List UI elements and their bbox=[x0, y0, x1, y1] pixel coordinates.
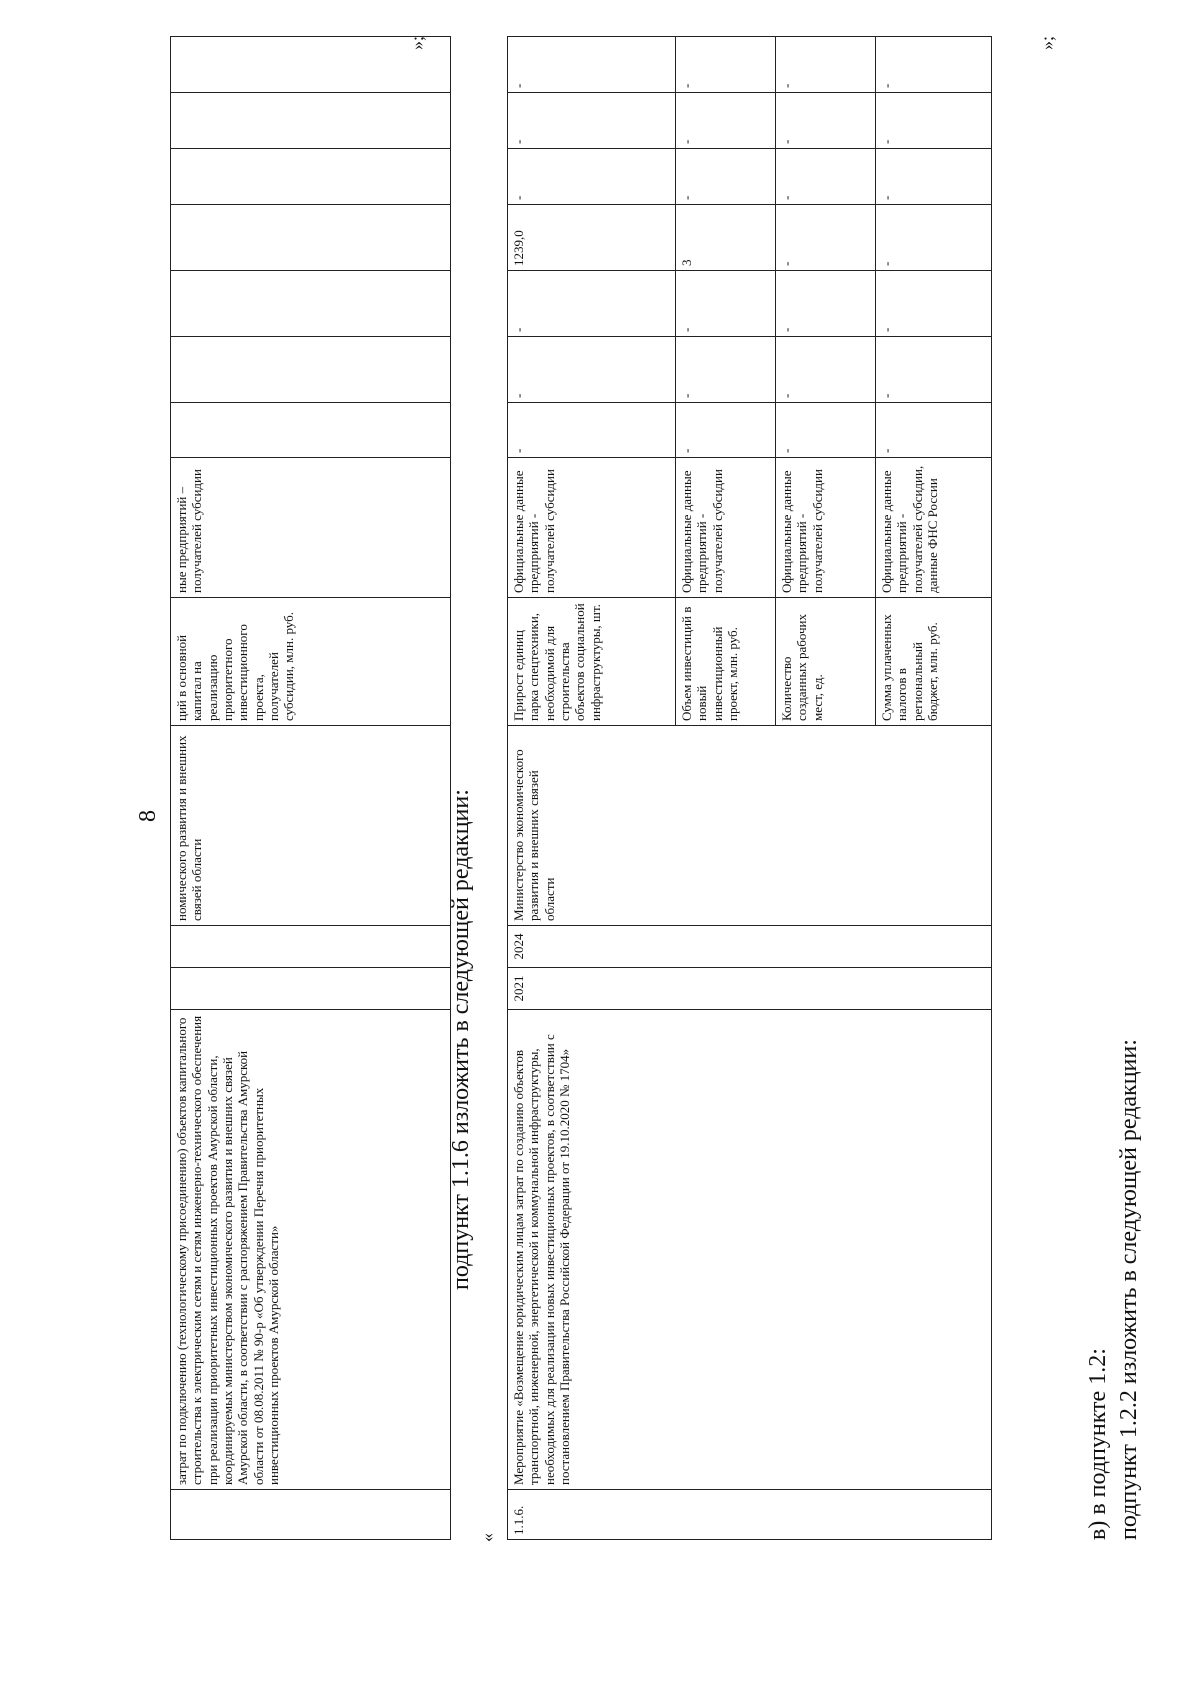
cell bbox=[171, 337, 451, 403]
page-number: 8 bbox=[135, 810, 161, 822]
value-cell: - bbox=[676, 403, 776, 458]
table-row bbox=[508, 37, 676, 1540]
value-cell: - bbox=[776, 149, 876, 205]
value-cell: - bbox=[508, 337, 676, 403]
value-cell: - bbox=[508, 93, 676, 149]
data-source: Официальные данные предприятий - получателей субсидии bbox=[508, 458, 676, 598]
measure-name: Мероприятие «Возмещение юридическим лицам затрат по созданию объектов транспортной, инженерной, энергетической и коммунальной инфраструктуры, необходимых для реализации новых инвестиционных проектов, в соответствии с постановлением Правительства Российской Федерации от 19.10.2020 № 1704» bbox=[508, 1010, 992, 1490]
row-number: 1.1.6. bbox=[508, 1490, 992, 1540]
heading-subpoint-1-2-2: подпункт 1.2.2 изложить в следующей редакции: bbox=[1116, 1039, 1142, 1540]
indicator: Количество созданных рабочих мест, ед. bbox=[776, 598, 876, 726]
value-cell: - bbox=[508, 403, 676, 458]
value-cell: - bbox=[508, 149, 676, 205]
closing-quote: »; bbox=[1037, 35, 1057, 50]
indicator: Сумма уплаченных налогов в региональный бюджет, млн. руб. bbox=[876, 598, 992, 726]
indicator: Объем инвестиций в новый инвестиционный проект, млн. руб. bbox=[676, 598, 776, 726]
year-start: 2021 bbox=[508, 968, 992, 1010]
value-cell: - bbox=[508, 271, 676, 337]
value-cell: - bbox=[876, 93, 992, 149]
heading-subpoint-1-1-6: подпункт 1.1.6 изложить в следующей редакции: bbox=[448, 789, 474, 1290]
indicator: Прирост единиц парка спецтехники, необходимой для строительства объектов социальной инфраструктуры, шт. bbox=[508, 598, 676, 726]
value-cell: - bbox=[876, 205, 992, 271]
value-cell: - bbox=[676, 149, 776, 205]
value-cell: - bbox=[876, 37, 992, 93]
cell: ций в основной капитал на реализацию приоритетного инвестиционного проекта, получателей субсидии, млн. руб. bbox=[171, 598, 451, 726]
cell bbox=[171, 968, 451, 1010]
value-cell: - bbox=[776, 271, 876, 337]
cell bbox=[171, 93, 451, 149]
value-cell: - bbox=[776, 37, 876, 93]
value-cell: 1239,0 bbox=[508, 205, 676, 271]
data-source: Официальные данные предприятий - получателей субсидии bbox=[776, 458, 876, 598]
value-cell: - bbox=[676, 337, 776, 403]
value-cell: - bbox=[876, 337, 992, 403]
value-cell: - bbox=[676, 93, 776, 149]
value-cell: - bbox=[776, 337, 876, 403]
value-cell: - bbox=[676, 271, 776, 337]
cell bbox=[171, 1490, 451, 1540]
cell: ные предприятий – получателей субсидии bbox=[171, 458, 451, 598]
value-cell: - bbox=[676, 37, 776, 93]
cell bbox=[171, 271, 451, 337]
value-cell: - bbox=[876, 149, 992, 205]
value-cell: - bbox=[876, 271, 992, 337]
table-subpoint-1-1-6 bbox=[507, 36, 992, 1540]
data-source: Официальные данные предприятий - получателей субсидии bbox=[676, 458, 776, 598]
value-cell: - bbox=[876, 403, 992, 458]
heading-subpoint-1-2: в) в подпункте 1.2: bbox=[1085, 1348, 1111, 1540]
value-cell: - bbox=[776, 93, 876, 149]
cell: затрат по подключению (технологическому присоединению) объектов капитального строительства к электрическим сетям и сетям инженерно-технического обеспечения при реализации приоритетных инвестиционных проектов Амурской области, координируемых министерством экономического развития и внешних связей Амурской области, в соответствии с распоряжением Правительства Амурской области от 08.08.2011 № 90-р «Об утверждении Перечня приоритетных инвестиционных проектов Амурской области» bbox=[171, 1010, 451, 1490]
value-cell: - bbox=[508, 37, 676, 93]
cell bbox=[171, 403, 451, 458]
value-cell: - bbox=[776, 205, 876, 271]
year-end: 2024 bbox=[508, 926, 992, 968]
opening-quote: « bbox=[477, 1533, 497, 1542]
rotated-page bbox=[45, 35, 1165, 1542]
closing-quote: »; bbox=[407, 35, 427, 50]
data-source: Официальные данные предприятий - получателей субсидии, данные ФНС России bbox=[876, 458, 992, 598]
value-cell: - bbox=[776, 403, 876, 458]
cell: номического развития и внешних связей области bbox=[171, 726, 451, 926]
executor: Министерство экономического развития и внешних связей области bbox=[508, 726, 992, 926]
table-row bbox=[171, 37, 451, 1540]
cell bbox=[171, 149, 451, 205]
table-continued bbox=[170, 36, 451, 1540]
value-cell: 3 bbox=[676, 205, 776, 271]
cell bbox=[171, 926, 451, 968]
cell bbox=[171, 205, 451, 271]
